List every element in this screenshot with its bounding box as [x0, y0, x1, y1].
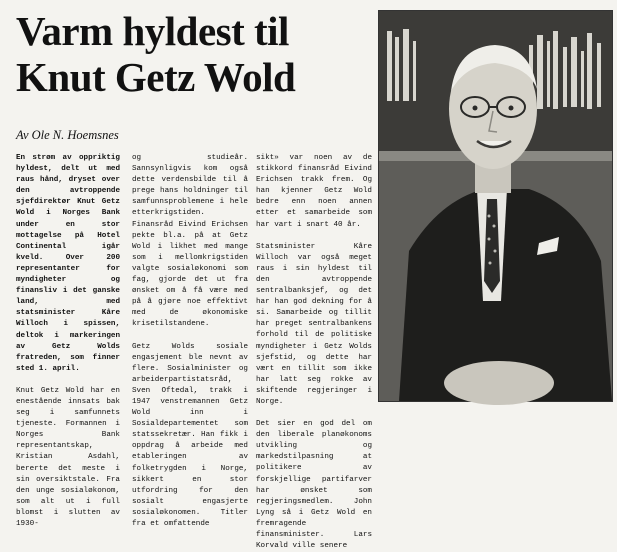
- body-paragraph: sikt» var noen av de stikkord finansråd Eivind Erichsen trakk frem. Og han kjenner Getz Wold bedre enn noen annen etter et samarbeide som har vart i snart 40 år.: [256, 154, 372, 229]
- body-paragraph: Knut Getz Wold har en enestående innsats bak seg i samfunnets tjeneste. Formannen i Norges Bank representantskap, Kristian Asdahl, bererte det meste i sin oversiktstale. Fra den unge sosialøkonom, som alt ut i full blomst i slutten av 1930-: [16, 386, 120, 528]
- lead-paragraph: En strøm av oppriktig hyldest, delt ut med raus hånd, dryset over den avtroppende sjefdirektør Knut Getz Wold i Norges Bank under en stor mottagelse på Hotel Continental igår kveld. Over 200 representanter for myndigheter og finansliv i det ganske land, med statsminister Kåre Willoch i spissen, deltok i markeringen av Getz Wolds fratreden, som finner sted 1. april.: [16, 154, 120, 373]
- headline-line-1: Varm hyldest til: [16, 8, 289, 54]
- headline: [16, 8, 371, 100]
- body-paragraph: og studieår. Sannsynligvis kom også dette verdensbilde til å prege hans holdninger til samfunnsproblemene i hele etterkrigstiden. Finansråd Eivind Erichsen pekte bl.a. på at Getz Wold i likhet med mange som i mellomkrigstiden valgte sosialøkonomi som fag, gjorde det ut fra ønsket om å få være med på å gjøre noe effektivt med de økonomiske krisetilstandene.: [132, 154, 248, 329]
- column-3: [256, 153, 372, 551]
- column-2: [132, 153, 248, 528]
- portrait-illustration: [379, 11, 612, 401]
- byline: Av Ole N. Hoemsnes: [16, 128, 119, 142]
- column-1: [16, 153, 120, 528]
- portrait-photo: [378, 10, 613, 402]
- body-paragraph: Getz Wolds sosiale engasjement ble nevnt av flere. Sosialminister og arbeiderpartistatsråd, Sven Oftedal, trakk i 1947 venstremannen Getz Wold inn i Sosialdepartementet som statssekretær. Han fikk i oppdrag å arbeide med etableringen av folketrygden i Norge, sikkert en stor utfordring for den sosialt engasjerte sosialøkonomen. Titler fra et omfattende: [132, 342, 248, 528]
- headline-line-2: Knut Getz Wold: [16, 54, 296, 100]
- body-paragraph: Statsminister Kåre Willoch var også meget raus i sin hyldest til den avtroppende sentralbanksjef, og det har han god dekning for å si. Samarbeide og tillit har preget sentralbankens forhold til de politiske myndigheter i Getz Wolds sjefstid, og dette har vært en tillit som ikke har latt seg rokke av skiftende regjeringer i Norge.: [256, 242, 372, 406]
- body-paragraph: Det sier en god del om den liberale planøkonoms utvikling og markedstilpasning at politikere av forskjellige partifarver har ønsket som regjeringsmedlem. John Lyng så i Getz Wold en fremragende finansminister. Lars Korvald ville senere: [256, 420, 372, 551]
